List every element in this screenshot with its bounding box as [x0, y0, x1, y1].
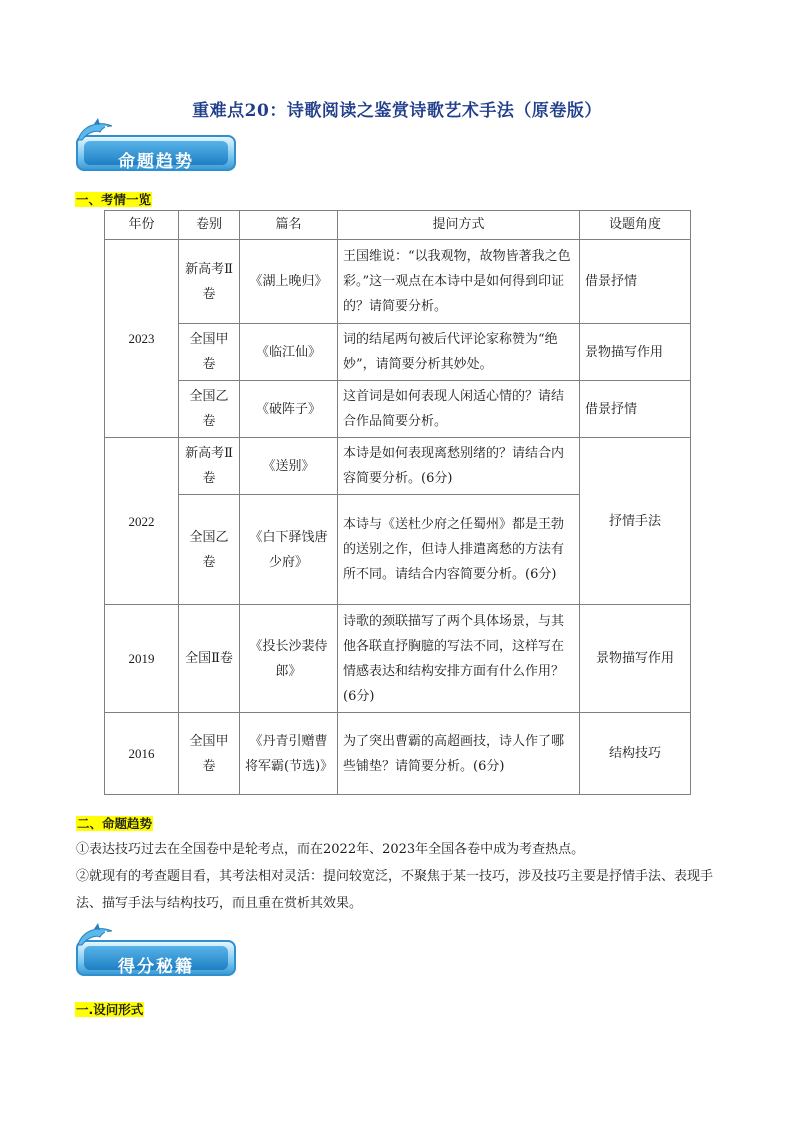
title-cell: 《送别》	[240, 438, 338, 495]
banner-trend	[72, 118, 238, 178]
question-cell: 本诗是如何表现离愁别绪的？请结合内容简要分析。(6分)	[338, 438, 580, 495]
title-cell: 《投长沙裴侍郎》	[240, 605, 338, 713]
banner-label: 命题趋势	[118, 152, 194, 172]
title-cell: 《丹青引赠曹将军霸(节选)》	[240, 713, 338, 795]
section-heading-text: 二、命题趋势	[77, 816, 153, 831]
banner-label: 得分秘籍	[118, 957, 194, 977]
year-cell: 2023	[105, 240, 179, 438]
angle-cell: 景物描写作用	[580, 324, 691, 381]
year-cell: 2016	[105, 713, 179, 795]
header-cell: 卷别	[179, 211, 240, 240]
exam-table	[104, 210, 691, 795]
angle-cell: 抒情手法	[580, 438, 691, 605]
question-cell: 为了突出曹霸的高超画技，诗人作了哪些铺垫？请简要分析。(6分)	[338, 713, 580, 795]
page-title: 重难点20：诗歌阅读之鉴赏诗歌艺术手法（原卷版）	[192, 101, 602, 121]
angle-cell: 借景抒情	[580, 240, 691, 324]
paper-cell: 新高考Ⅱ卷	[179, 438, 240, 495]
header-cell: 篇名	[240, 211, 338, 240]
header-cell: 年份	[105, 211, 179, 240]
angle-cell: 结构技巧	[580, 713, 691, 795]
question-cell: 诗歌的颈联描写了两个具体场景，与其他各联直抒胸臆的写法不同，这样写在情感表达和结构安排方面有什么作用？(6分)	[338, 605, 580, 713]
trend-paragraph-1: ①表达技巧过去在全国卷中是轮考点，而在2022年、2023年全国各卷中成为考查热点。	[76, 842, 585, 857]
paper-cell: 新高考Ⅱ卷	[179, 240, 240, 324]
question-cell: 本诗与《送杜少府之任蜀州》都是王勃的送别之作，但诗人排遣离愁的方法有所不同。请结合内容简要分析。(6分)	[338, 495, 580, 605]
paper-cell: 全国乙卷	[179, 381, 240, 438]
paper-cell: 全国乙卷	[179, 495, 240, 605]
table-header-row	[105, 211, 691, 240]
paper-cell: 全国甲卷	[179, 713, 240, 795]
section-heading-trend	[76, 814, 153, 832]
question-cell: 这首词是如何表现人闲适心情的？请结合作品简要分析。	[338, 381, 580, 438]
question-cell: 词的结尾两句被后代评论家称赞为“绝妙”，请简要分析其妙处。	[338, 324, 580, 381]
dolphin-icon	[72, 923, 120, 955]
title-cell: 《湖上晚归》	[240, 240, 338, 324]
header-cell: 设题角度	[580, 211, 691, 240]
header-cell: 提问方式	[338, 211, 580, 240]
title-cell: 《白下驿饯唐少府》	[240, 495, 338, 605]
title-cell: 《临江仙》	[240, 324, 338, 381]
angle-cell: 借景抒情	[580, 381, 691, 438]
table-row	[105, 324, 691, 381]
table-row	[105, 605, 691, 713]
table-row	[105, 240, 691, 324]
section-heading-text: 一、考情一览	[76, 192, 152, 207]
trend-paragraph-2: ②就现有的考查题目看，其考法相对灵活：提问较宽泛，不聚焦于某一技巧，涉及技巧主要是抒情手法、表现手法、描写手法与结构技巧，而且重在赏析其效果。	[76, 869, 714, 911]
table-row	[105, 713, 691, 795]
section-heading-overview	[75, 190, 152, 208]
paper-cell: 全国甲卷	[179, 324, 240, 381]
year-cell: 2022	[105, 438, 179, 605]
table-row	[105, 438, 691, 495]
paper-cell: 全国Ⅱ卷	[179, 605, 240, 713]
section-heading-text: 一.设问形式	[76, 1002, 144, 1017]
question-cell: 王国维说：“以我观物，故物皆著我之色彩。”这一观点在本诗中是如何得到印证的？请简要分析。	[338, 240, 580, 324]
year-cell: 2019	[105, 605, 179, 713]
title-cell: 《破阵子》	[240, 381, 338, 438]
banner-scoring	[72, 923, 238, 983]
table-row	[105, 381, 691, 438]
dolphin-icon	[72, 118, 120, 150]
section-heading-question-form	[75, 1000, 144, 1018]
angle-cell: 景物描写作用	[580, 605, 691, 713]
